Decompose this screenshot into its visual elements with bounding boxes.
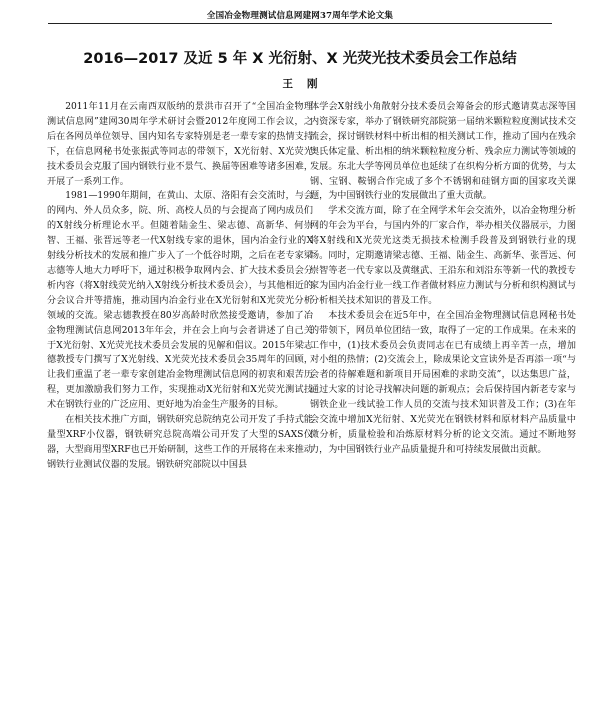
article-title: 2016—2017 及近 5 年 X 光衍射、X 光荧光技术委员会工作总结 [83, 51, 517, 67]
paragraph: 本技术委员会在近5年中，在全国冶金物理测试信息网秘书处的带领下，网员单位团结一致，取得了一定的工作成果。在未来的工作中，(1)技术委员会负责同志在已有成绩上再辛苦一点，增加对小组的热情；(2)交流会上，除成果论文宣读外是否再添一项“与会者的待解难题和新项目开局困难的求助交流”，以达集思广益，通过大家的讨论寻找解决问题的新观点；会后保持国内新老专家与钢铁企业一线试验工作人员的交流与技术知识普及工作；(3)在年会交流中增加X光衍射、X光荧光在钢铁材料和原材料产品质量中微分析，质量检验和冶炼原材料分析的论文交流。通过不断地努力，为中国钢铁行业产品质量提升和可持续发展做出贡献。 [310, 310, 576, 455]
article-author: 王刚 [282, 78, 332, 90]
running-header: 全国冶金物理测试信息网建网37周年学术论文集 [206, 11, 394, 21]
header-divider [48, 23, 552, 24]
paragraph: 2011年11月在云南西双版纳的景洪市召开了“全国冶金物理测试信息网”建网30周年学术研讨会暨2012年度网工作会议，之后在各网员单位领导、国内知名专家特别是老一辈专家的热情支持下，在信息网秘书处张振武等同志的带领下，X光衍射、X光荧光技术委员会克服了国内钢铁行业不景气、换届等困难等诸多困难，开展了一系列工作。 [47, 102, 313, 187]
paragraph: 1981—1990年期间，在黄山、太原、洛阳有会交流时，与会的网内、外人员众多，院、所、高校人员的与会提高了网内成员们的X射线分析理论水平。但随着陆金生、梁志德、高新华、何崇智、王福、张晋远等老一代X射线专家的退休，国内冶金行业的X射线分析技术的发展和推广步入了一个低谷时期，之后在老专家梁志德等人地大力呼吁下，通过积极争取网内会、扩大技术委员会分析内容（将X射线荧光纳入X射线分析技术委员会），与其他相近的分会议合并等措施，推动国内冶金行业在X光衍射和X光荧光分析领域的交流。梁志德教授在80岁高龄时欣然接受邀请，参加了冶金物理测试信息网2013年年会，并在会上向与会者讲述了自己关于X光衍射、X光荧光技术委员会发展的见解和倡议。2015年梁志德教授专门撰写了X光射线、X光荧光技术委员会35周年的回顾，让我们重温了老一辈专家创建冶金物理测试信息网的初衷和艰苦历程，更加激励我们努力工作，实现推动X光衍射和X光荧光测试技术在钢铁行业的广泛应用、更好地为冶金生产服务的目标。 [47, 191, 313, 411]
paragraph: 学术交流方面，除了在全网学术年会交流外，以冶金物理分析网的年会为平台，与国内外的厂家合作，举办相关仪器展示，力图将X射线和X光荧光这类无损技术检测手段普及到钢铁行业的现场。同时，定期邀请梁志德、王福、陆金生、高新华、张晋远、何崇智等老一代专家以及黄继武、王沿东和刘沿东等新一代的教授专家为国内冶金行业一线工作者做材料应力测试与分析和织构测试与分析相关技术知识的普及工作。 [310, 206, 576, 306]
right-column [310, 100, 576, 458]
paragraph: 体学会X射线小角散射分技术委员会筹备会的形式邀请莫志深等国内资深专家，举办了钢铁研究部院第一届纳米颗粒粒度测试技术交流会，探讨钢铁材料中析出相的相关测试工作，推动了国内在残余奥氏体定量、析出相的纳米颗粒粒度分析、残余应力测试等领域的发展。东北大学等网员单位也延续了在织构分析方面的优势，与太钢、宝钢、鞍钢合作完成了多个不锈钢和硅钢方面的国家攻关课题，为中国钢铁行业的发展做出了重大贡献。 [310, 102, 576, 202]
left-column [47, 100, 313, 473]
paragraph: 在相关技术推广方面，钢铁研究总院纳克公司开发了手持式能量型XRF小仪器，钢铁研究总院高端公司开发了大型的SAXS仪器，大型商用型XRF也已开始研制，这些工作的开展将在未来推动钢铁行业测试仪器的发展。钢铁研究部院以中国县 [47, 415, 313, 470]
